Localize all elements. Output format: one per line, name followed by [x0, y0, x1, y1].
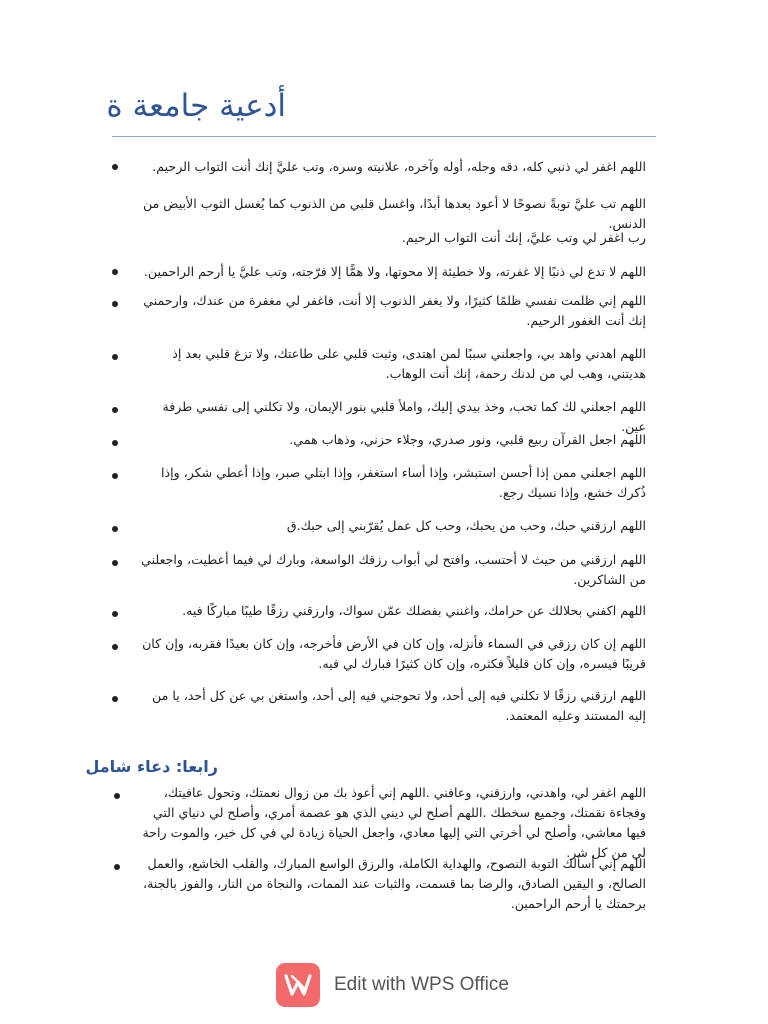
page-title: أدعية جامعة ة [106, 88, 286, 124]
bullet-icon [114, 793, 120, 799]
wps-footer[interactable] [276, 961, 509, 1009]
wps-logo-icon[interactable] [276, 963, 320, 1007]
section-heading: رابعا: دعاء شامل [85, 757, 218, 776]
section-list: اللهم اغفر لي، واهدني، وارزقني، وعافني .اللهم إني أعوذ بك من زوال نعمتك، وتحول عافيتك، وفجاءة نقمتك، وجميع سخطك .اللهم أصلح لي ديني الذي هو عصمة أمري، وأصلح لي دنياي التي فيها معاشي، وأصلح لي أخرتي التي إليها معادي، واجعل الحياة زيادة لي في كل خير، والموت راحة لي من كل شر. اللهم إني أسألك التوبة النصوح، والهداية الكاملة، والرزق الواسع المبارك، والقلب الخاشع، والعمل الصالح، و اليقين الصادق، والرضا بما قسمت، والثبات عند الممات، والنجاة من النار، والفوز بالجنة، برحمتك يا أرحم الراحمين. [0, 0, 768, 1024]
wps-footer-label[interactable]: Edit with WPS Office [334, 974, 509, 995]
bullet-icon [114, 864, 120, 870]
dua-list: اللهم اغفر لي ذنبي كله، دقه وجله، أوله وآخره، علانيته وسره، وتب عليَّ إنك أنت التواب الرحيم. اللهم تب عليَّ توبةً نصوحًا لا أعود بعدها أبدًا، واغسل قلبي من الذنوب كما يُغسل الثوب الأبيض من الدنس. رب اغفر لي وتب عليَّ، إنك أنت التواب الرحيم. اللهم لا تدع لي ذنبًا إلا غفرته، ولا خطيئة إلا محوتها، ولا همًّا إلا فرّجته، وتب عليَّ يا أرحم الراحمين. اللهم إني ظلمت نفسي ظلمًا كثيرًا، ولا يغفر الذنوب إلا أنت، فاغفر لي مغفرة من عندك، وارحمني إنك أنت الغفور الرحيم. اللهم اهدني واهد بي، واجعلني سببًا لمن اهتدى، وثبت قلبي على طاعتك، ولا تزغ قلبي بعد إذ هديتني، وهب لي من لدنك رحمة، إنك أنت الوهاب. اللهم اجعلني لك كما تحب، وخذ بيدي إليك، واملأ قلبي بنور الإيمان، ولا تكلني إلى نفسي طرفة عين. اللهم اجعل القرآن ربيع قلبي، ونور صدري، وجلاء حزني، وذهاب همي. اللهم اجعلني ممن إذا أحسن استبشر، وإذا أساء استغفر، وإذا ابتلي صبر، وإذا أعطي شكر، وإذا ذُكرك خشع، وإذا نسيك رجع. اللهم ارزقني حبك، وحب من يحبك، وحب كل عمل يُقرّبني إلى حبك.ق اللهم ارزقني من حيث لا أحتسب، وافتح لي أبواب رزقك الواسعة، وبارك لي فيما أعطيت، واجعلني من الشاكرين. اللهم اكفني بحلالك عن حرامك، واغنني بفضلك عمّن سواك، وارزقني رزقًا طيبًا مباركًا فيه. اللهم إن كان رزقي في السماء فأنزله، وإن كان في الأرض فأخرجه، وإن كان بعيدًا فقربه، وإن كان قريبًا فيسره، وإن كان قليلاً فكثره، وإن كان كثيرًا فبارك لي فيه. اللهم ارزقني رزقًا لا تكلني فيه إلى أحد، ولا تحوجني فيه إلى أحد، واستغن بي عن كل أحد، يا من إليه المستند وعليه المعتمد. [0, 0, 768, 1024]
